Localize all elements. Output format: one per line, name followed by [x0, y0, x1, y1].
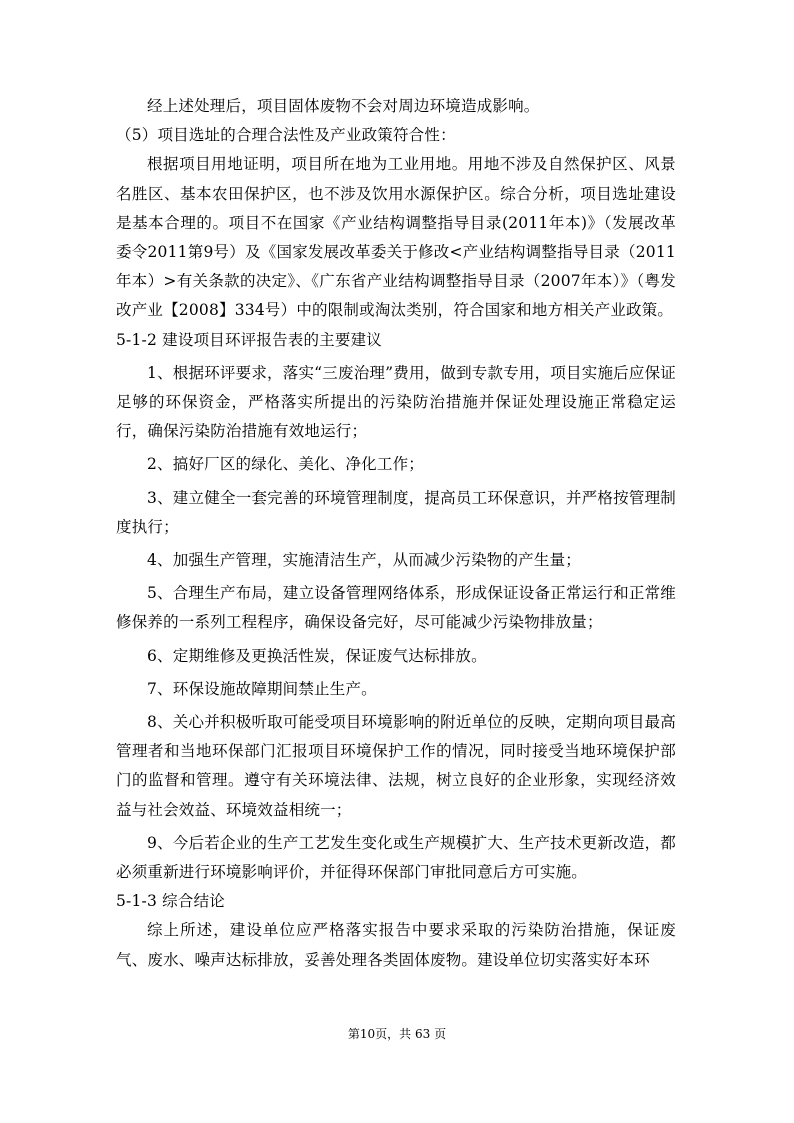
- recommendation-item-4: 4、加强生产管理，实施清洁生产，从而减少污染物的产生量；: [147, 551, 581, 570]
- page-footer: [0, 1026, 794, 1042]
- document-body: [116, 92, 676, 975]
- paragraph-site-selection: 根据项目用地证明，项目所在地为工业用地。用地不涉及自然保护区、风景名胜区、基本农田保护区，也不涉及饮用水源保护区。综合分析，项目选址建设是基本合理的。项目不在国家《产业结构调整指导目录(2011年本)》（发展改革委令2011第9号）及《国家发展改革委关于修改<产业结构调整指导目录（2011年本）>有关条款的决定》、《广东省产业结构调整指导目录（2007年本）》（粤发改产业【2008】334号）中的限制或淘汰类别，符合国家和地方相关产业政策。: [116, 155, 676, 320]
- paragraph-waste-conclusion: 经上述处理后，项目固体废物不会对周边环境造成影响。: [147, 97, 540, 115]
- recommendation-item-7: 7、环保设施故障期间禁止生产。: [147, 679, 377, 698]
- recommendation-item-8: 8、关心并积极听取可能受项目环境影响的附近单位的反映，定期向项目最高管理者和当地环保部门汇报项目环境保护工作的情况，同时接受当地环境保护部门的监督和管理。遵守有关环境法律、法规，树立良好的企业形象，实现经济效益与社会效益、环境效益相统一；: [116, 713, 676, 819]
- recommendation-item-6: 6、定期维修及更换活性炭，保证废气达标排放。: [147, 646, 487, 665]
- recommendation-item-1: 1、根据环评要求，落实“三废治理”费用，做到专款专用，项目实施后应保证足够的环保资金，严格落实所提出的污染防治措施并保证处理设施正常稳定运行，确保污染防治措施有效地运行；: [116, 363, 676, 441]
- section-heading-5-1-3: 5-1-3 综合结论: [116, 892, 225, 911]
- recommendation-item-2: 2、搞好厂区的绿化、美化、净化工作；: [147, 455, 424, 474]
- section-heading-site-selection: （5）项目选址的合理合法性及产业政策符合性：: [116, 126, 456, 145]
- recommendation-item-5: 5、合理生产布局，建立设备管理网络体系，形成保证设备正常运行和正常维修保养的一系列工程程序，确保设备完好，尽可能减少污染物排放量；: [116, 584, 676, 632]
- recommendation-item-9: 9、今后若企业的生产工艺发生变化或生产规模扩大、生产技术更新改造，都必须重新进行环境影响评价，并征得环保部门审批同意后方可实施。: [116, 833, 676, 882]
- paragraph-overall-conclusion: 综上所述，建设单位应严格落实报告中要求采取的污染防治措施，保证废气、废水、噪声达标排放，妥善处理各类固体废物。建设单位切实落实好本环: [116, 921, 676, 969]
- section-heading-5-1-2: 5-1-2 建设项目环评报告表的主要建议: [116, 330, 382, 349]
- page-number: 第10页，共 63 页: [347, 1027, 447, 1041]
- recommendation-item-3: 3、建立健全一套完善的环境管理制度，提高员工环保意识，并严格按管理制度执行；: [116, 488, 676, 536]
